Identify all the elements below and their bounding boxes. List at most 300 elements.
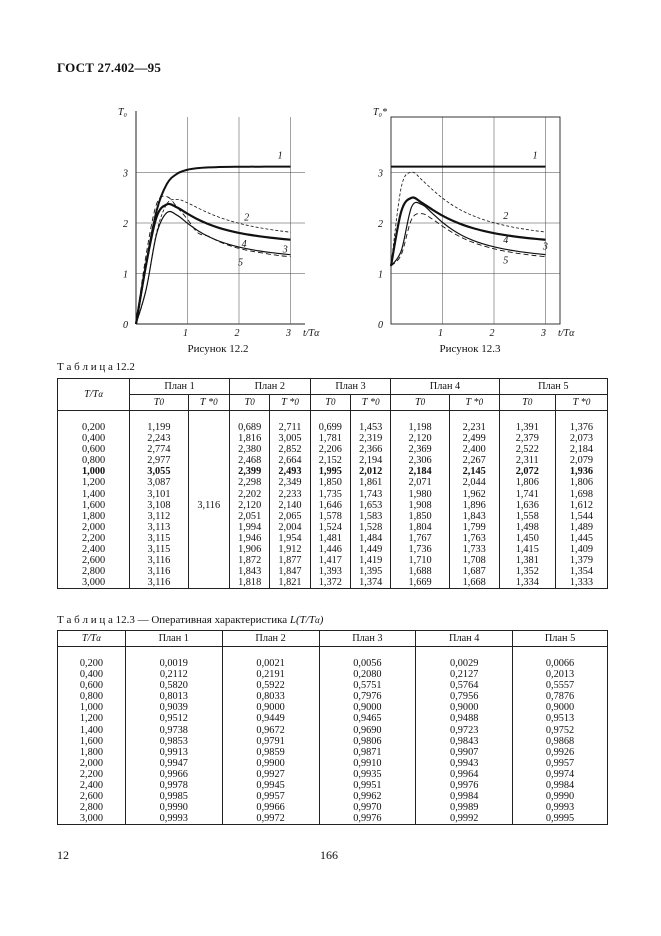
table-cell: 2,140 bbox=[270, 500, 310, 511]
table-cell-plan2: 0,9859 bbox=[222, 747, 319, 758]
table-row bbox=[58, 658, 608, 669]
table-cell: 1,381 bbox=[499, 555, 555, 566]
table-cell: 2,184 bbox=[555, 444, 607, 455]
table-cell: 1,962 bbox=[449, 489, 499, 500]
table-cell-plan2: 0,0021 bbox=[222, 658, 319, 669]
table-cell: 2,044 bbox=[449, 477, 499, 488]
table-cell: 2,073 bbox=[555, 433, 607, 444]
curve-label: 5 bbox=[237, 257, 243, 269]
table-cell-plan3: 0,2080 bbox=[319, 669, 416, 680]
table-cell-plan1: 0,9853 bbox=[125, 736, 222, 747]
table-cell-tt: 1,200 bbox=[58, 713, 126, 724]
table-cell-tt: 2,000 bbox=[58, 522, 130, 533]
figure-12-2 bbox=[100, 95, 330, 345]
table-cell-plan1-T0: 3,116 bbox=[130, 566, 188, 577]
table-cell: 2,522 bbox=[499, 444, 555, 455]
table-cell-plan4: 0,9488 bbox=[416, 713, 513, 724]
table-cell: 1,743 bbox=[351, 489, 391, 500]
table-row bbox=[58, 702, 608, 713]
figure-12-3 bbox=[355, 95, 585, 345]
table-row bbox=[58, 522, 608, 533]
table-cell: 2,145 bbox=[449, 466, 499, 477]
table-cell-plan4: 0,9964 bbox=[416, 769, 513, 780]
table-cell-plan1: 0,5820 bbox=[125, 680, 222, 691]
table-cell-tt: 0,200 bbox=[58, 422, 130, 433]
table-12-3-header-plan5: План 5 bbox=[513, 631, 608, 647]
table-cell-plan1: 0,0019 bbox=[125, 658, 222, 669]
table-cell-plan1-T0: 3,116 bbox=[130, 577, 188, 589]
table-12-2-subheader-T0-plan5: T0 bbox=[499, 395, 555, 411]
table-cell: 2,206 bbox=[310, 444, 350, 455]
table-12-2-subheader-T0-star-plan2: T *0 bbox=[270, 395, 310, 411]
figure-12-3-caption: Рисунок 12.3 bbox=[439, 343, 501, 355]
table-cell-plan1-T0: 3,112 bbox=[130, 511, 188, 522]
curve-label: 5 bbox=[503, 255, 509, 267]
table-cell-tt: 1,000 bbox=[58, 466, 130, 477]
table-cell-plan4: 0,9907 bbox=[416, 747, 513, 758]
table-cell-plan1-T0: 2,977 bbox=[130, 455, 188, 466]
table-cell-plan1: 0,9738 bbox=[125, 725, 222, 736]
table-12-3-title: Т а б л и ц а 12.3 — Оперативная характеристика L(T/Tα) bbox=[57, 614, 324, 626]
table-cell-plan5: 0,2013 bbox=[513, 669, 608, 680]
table-cell-plan1-T0: 2,243 bbox=[130, 433, 188, 444]
table-cell-plan2: 0,9000 bbox=[222, 702, 319, 713]
table-cell: 3,005 bbox=[270, 433, 310, 444]
table-cell-tt: 1,800 bbox=[58, 747, 126, 758]
table-cell-tt: 3,000 bbox=[58, 577, 130, 589]
table-cell: 2,004 bbox=[270, 522, 310, 533]
table-12-2-subheader-T0-star-plan5: T *0 bbox=[555, 395, 607, 411]
x-tick-label: 3 bbox=[541, 328, 546, 339]
table-cell: 1,374 bbox=[351, 577, 391, 589]
table-cell: 2,152 bbox=[310, 455, 350, 466]
table-row bbox=[58, 466, 608, 477]
curve-label: 1 bbox=[532, 150, 538, 162]
table-12-2-title: Т а б л и ц а 12.2 bbox=[57, 361, 135, 373]
x-tick-label: 1 bbox=[183, 328, 188, 339]
table-row bbox=[58, 511, 608, 522]
curve-label: 4 bbox=[241, 239, 247, 251]
table-cell: 1,850 bbox=[391, 511, 449, 522]
table-cell: 1,612 bbox=[555, 500, 607, 511]
table-cell: 1,669 bbox=[391, 577, 449, 589]
table-cell: 1,528 bbox=[351, 522, 391, 533]
x-tick-label: 1 bbox=[438, 328, 443, 339]
table-cell: 1,446 bbox=[310, 544, 350, 555]
table-12-3-header-plan1: План 1 bbox=[125, 631, 222, 647]
table-cell-plan1-T0: 3,113 bbox=[130, 522, 188, 533]
table-cell: 1,912 bbox=[270, 544, 310, 555]
table-12-3 bbox=[57, 630, 608, 825]
table-12-3-header-plan4: План 4 bbox=[416, 631, 513, 647]
y-tick-label: 0 bbox=[123, 320, 128, 331]
table-cell-plan5: 0,9993 bbox=[513, 802, 608, 813]
table-cell-plan1: 0,9966 bbox=[125, 769, 222, 780]
table-12-2-header-plan3: План 3 bbox=[310, 379, 391, 395]
table-cell: 1,449 bbox=[351, 544, 391, 555]
table-cell: 1,843 bbox=[449, 511, 499, 522]
table-row bbox=[58, 433, 608, 444]
table-cell-tt: 2,600 bbox=[58, 555, 130, 566]
x-tick-label: 3 bbox=[286, 328, 291, 339]
table-cell: 1,636 bbox=[499, 500, 555, 511]
table-cell: 1,818 bbox=[229, 577, 269, 589]
table-cell: 1,198 bbox=[391, 422, 449, 433]
table-cell: 1,710 bbox=[391, 555, 449, 566]
table-row bbox=[58, 747, 608, 758]
table-cell: 1,352 bbox=[499, 566, 555, 577]
table-cell-plan1-T0-star: 3,116 bbox=[188, 422, 229, 589]
table-cell: 1,736 bbox=[391, 544, 449, 555]
curve-label: 3 bbox=[282, 244, 288, 256]
table-12-2-header-plan5: План 5 bbox=[499, 379, 607, 395]
table-cell-plan4: 0,9723 bbox=[416, 725, 513, 736]
table-row bbox=[58, 555, 608, 566]
table-cell: 1,688 bbox=[391, 566, 449, 577]
table-12-2-subheader-T0-plan1: T0 bbox=[130, 395, 188, 411]
series-line-2 bbox=[391, 214, 546, 266]
table-cell: 1,544 bbox=[555, 511, 607, 522]
table-cell-plan4: 0,0029 bbox=[416, 658, 513, 669]
curve-label: 1 bbox=[277, 150, 283, 162]
table-cell: 1,376 bbox=[555, 422, 607, 433]
table-cell: 2,051 bbox=[229, 511, 269, 522]
table-cell: 2,202 bbox=[229, 489, 269, 500]
series-line-5 bbox=[391, 202, 546, 266]
table-cell: 2,233 bbox=[270, 489, 310, 500]
table-12-2-subheader-T0-star-plan4: T *0 bbox=[449, 395, 499, 411]
table-cell: 1,354 bbox=[555, 566, 607, 577]
table-cell-plan1: 0,9512 bbox=[125, 713, 222, 724]
table-cell-plan5: 0,9926 bbox=[513, 747, 608, 758]
table-cell-tt: 0,400 bbox=[58, 433, 130, 444]
table-cell-plan4: 0,5764 bbox=[416, 680, 513, 691]
table-12-2-header-plan1: План 1 bbox=[130, 379, 230, 395]
table-row bbox=[58, 566, 608, 577]
table-cell-plan4: 0,9943 bbox=[416, 758, 513, 769]
table-cell: 1,946 bbox=[229, 533, 269, 544]
table-cell: 1,816 bbox=[229, 433, 269, 444]
series-line-3 bbox=[391, 198, 546, 266]
table-row bbox=[58, 500, 608, 511]
table-cell: 1,481 bbox=[310, 533, 350, 544]
table-cell-plan4: 0,9843 bbox=[416, 736, 513, 747]
table-cell: 1,936 bbox=[555, 466, 607, 477]
table-cell-tt: 0,800 bbox=[58, 691, 126, 702]
table-cell-plan1-T0: 3,087 bbox=[130, 477, 188, 488]
table-cell-tt: 2,800 bbox=[58, 802, 126, 813]
table-row bbox=[58, 791, 608, 802]
table-cell-plan2: 0,5922 bbox=[222, 680, 319, 691]
table-cell-plan4: 0,9992 bbox=[416, 813, 513, 825]
table-cell: 1,850 bbox=[310, 477, 350, 488]
table-cell: 1,583 bbox=[351, 511, 391, 522]
table-12-2-subheader-T0-star-plan3: T *0 bbox=[351, 395, 391, 411]
table-cell-plan1-T0: 3,101 bbox=[130, 489, 188, 500]
y-axis-label: T₀* bbox=[373, 107, 388, 118]
table-row bbox=[58, 577, 608, 589]
table-cell-plan5: 0,9957 bbox=[513, 758, 608, 769]
table-cell: 0,699 bbox=[310, 422, 350, 433]
table-cell: 1,954 bbox=[270, 533, 310, 544]
table-cell: 2,399 bbox=[229, 466, 269, 477]
table-12-2-subheader-T0-plan4: T0 bbox=[391, 395, 449, 411]
table-cell-plan1-T0: 3,108 bbox=[130, 500, 188, 511]
table-row bbox=[58, 780, 608, 791]
table-cell-plan5: 0,9000 bbox=[513, 702, 608, 713]
table-cell-plan5: 0,9995 bbox=[513, 813, 608, 825]
table-cell-plan5: 0,9752 bbox=[513, 725, 608, 736]
table-cell: 1,843 bbox=[229, 566, 269, 577]
table-cell-plan1: 0,9978 bbox=[125, 780, 222, 791]
table-cell: 1,417 bbox=[310, 555, 350, 566]
table-cell: 2,499 bbox=[449, 433, 499, 444]
table-cell: 2,306 bbox=[391, 455, 449, 466]
table-row bbox=[58, 691, 608, 702]
table-cell: 2,400 bbox=[449, 444, 499, 455]
table-cell-plan4: 0,9976 bbox=[416, 780, 513, 791]
table-cell-plan3: 0,9000 bbox=[319, 702, 416, 713]
table-cell: 1,391 bbox=[499, 422, 555, 433]
table-12-3-header-tt: T/Tα bbox=[58, 631, 126, 647]
table-cell: 2,349 bbox=[270, 477, 310, 488]
curve-label: 2 bbox=[244, 212, 250, 224]
table-cell-tt: 1,600 bbox=[58, 736, 126, 747]
table-row bbox=[58, 477, 608, 488]
table-row bbox=[58, 455, 608, 466]
table-cell-plan1: 0,9990 bbox=[125, 802, 222, 813]
table-cell-plan4: 0,9989 bbox=[416, 802, 513, 813]
page-number-center: 166 bbox=[320, 848, 338, 862]
table-cell-plan3: 0,9976 bbox=[319, 813, 416, 825]
table-cell-plan3: 0,9806 bbox=[319, 736, 416, 747]
series-line-4 bbox=[136, 199, 291, 324]
y-tick-label: 3 bbox=[378, 168, 383, 180]
figure-12-3-plot bbox=[355, 95, 585, 345]
table-cell-tt: 1,800 bbox=[58, 511, 130, 522]
table-cell-plan2: 0,9957 bbox=[222, 791, 319, 802]
table-row bbox=[58, 422, 608, 433]
table-cell: 1,877 bbox=[270, 555, 310, 566]
table-cell-tt: 0,200 bbox=[58, 658, 126, 669]
table-cell: 1,653 bbox=[351, 500, 391, 511]
table-cell: 1,806 bbox=[499, 477, 555, 488]
table-cell-plan3: 0,9871 bbox=[319, 747, 416, 758]
table-cell-plan1: 0,2112 bbox=[125, 669, 222, 680]
curve-label: 3 bbox=[542, 241, 548, 253]
table-12-2-subheader-T0-star-plan1: T *0 bbox=[188, 395, 229, 411]
table-cell: 2,072 bbox=[499, 466, 555, 477]
table-cell-plan4: 0,9000 bbox=[416, 702, 513, 713]
y-tick-label: 3 bbox=[123, 168, 128, 180]
table-cell-plan3: 0,9970 bbox=[319, 802, 416, 813]
table-cell: 2,267 bbox=[449, 455, 499, 466]
table-cell: 1,450 bbox=[499, 533, 555, 544]
table-cell: 2,366 bbox=[351, 444, 391, 455]
table-cell: 2,311 bbox=[499, 455, 555, 466]
table-cell-plan3: 0,7976 bbox=[319, 691, 416, 702]
x-tick-label: 2 bbox=[489, 328, 495, 339]
table-cell: 2,380 bbox=[229, 444, 269, 455]
table-cell: 1,847 bbox=[270, 566, 310, 577]
table-cell: 1,741 bbox=[499, 489, 555, 500]
table-cell-plan2: 0,9945 bbox=[222, 780, 319, 791]
table-cell-plan1: 0,9985 bbox=[125, 791, 222, 802]
table-cell-plan5: 0,7876 bbox=[513, 691, 608, 702]
table-cell-tt: 3,000 bbox=[58, 813, 126, 825]
table-cell: 1,395 bbox=[351, 566, 391, 577]
table-cell-plan1-T0: 3,115 bbox=[130, 544, 188, 555]
table-cell-plan5: 0,9868 bbox=[513, 736, 608, 747]
table-cell: 2,120 bbox=[391, 433, 449, 444]
y-tick-label: 2 bbox=[378, 219, 383, 230]
table-cell: 1,781 bbox=[310, 433, 350, 444]
table-cell: 1,698 bbox=[555, 489, 607, 500]
table-cell-plan5: 0,9513 bbox=[513, 713, 608, 724]
table-cell-tt: 1,200 bbox=[58, 477, 130, 488]
table-cell: 1,372 bbox=[310, 577, 350, 589]
table-cell: 1,980 bbox=[391, 489, 449, 500]
table-cell: 2,298 bbox=[229, 477, 269, 488]
table-cell: 1,994 bbox=[229, 522, 269, 533]
table-cell-plan3: 0,0056 bbox=[319, 658, 416, 669]
table-cell-plan5: 0,9974 bbox=[513, 769, 608, 780]
table-cell-plan1-T0: 3,115 bbox=[130, 533, 188, 544]
table-cell-plan1: 0,9947 bbox=[125, 758, 222, 769]
table-cell: 1,995 bbox=[310, 466, 350, 477]
table-row bbox=[58, 758, 608, 769]
table-cell-tt: 1,600 bbox=[58, 500, 130, 511]
table-row bbox=[58, 802, 608, 813]
figure-12-2-plot bbox=[100, 95, 330, 345]
table-cell-plan3: 0,9962 bbox=[319, 791, 416, 802]
x-tick-label: 2 bbox=[234, 328, 240, 339]
table-cell: 1,489 bbox=[555, 522, 607, 533]
table-cell: 2,852 bbox=[270, 444, 310, 455]
table-cell-tt: 0,600 bbox=[58, 444, 130, 455]
table-cell: 2,379 bbox=[499, 433, 555, 444]
table-cell-plan3: 0,5751 bbox=[319, 680, 416, 691]
table-cell: 2,071 bbox=[391, 477, 449, 488]
table-cell-tt: 2,000 bbox=[58, 758, 126, 769]
table-row bbox=[58, 769, 608, 780]
table-cell-plan1: 0,9913 bbox=[125, 747, 222, 758]
table-cell-plan1: 0,8013 bbox=[125, 691, 222, 702]
table-cell: 1,708 bbox=[449, 555, 499, 566]
table-cell: 0,689 bbox=[229, 422, 269, 433]
table-cell: 1,821 bbox=[270, 577, 310, 589]
table-cell: 1,558 bbox=[499, 511, 555, 522]
table-cell-plan3: 0,9465 bbox=[319, 713, 416, 724]
table-cell: 2,194 bbox=[351, 455, 391, 466]
table-cell-plan3: 0,9910 bbox=[319, 758, 416, 769]
table-cell-tt: 1,000 bbox=[58, 702, 126, 713]
table-row bbox=[58, 444, 608, 455]
table-cell-plan3: 0,9935 bbox=[319, 769, 416, 780]
table-row bbox=[58, 813, 608, 825]
table-cell: 2,065 bbox=[270, 511, 310, 522]
table-row bbox=[58, 725, 608, 736]
table-cell: 1,763 bbox=[449, 533, 499, 544]
table-cell: 1,908 bbox=[391, 500, 449, 511]
table-cell: 1,498 bbox=[499, 522, 555, 533]
table-12-3-header-plan2: План 2 bbox=[222, 631, 319, 647]
table-row bbox=[58, 544, 608, 555]
table-cell: 1,861 bbox=[351, 477, 391, 488]
table-cell-tt: 2,800 bbox=[58, 566, 130, 577]
table-cell: 1,735 bbox=[310, 489, 350, 500]
table-cell-tt: 0,600 bbox=[58, 680, 126, 691]
table-cell: 1,767 bbox=[391, 533, 449, 544]
table-cell-plan5: 0,0066 bbox=[513, 658, 608, 669]
table-cell: 1,668 bbox=[449, 577, 499, 589]
series-line-5 bbox=[136, 211, 291, 324]
x-axis-label: t/Tα bbox=[303, 328, 320, 339]
table-cell-plan2: 0,9927 bbox=[222, 769, 319, 780]
table-cell-plan1: 0,9039 bbox=[125, 702, 222, 713]
table-cell-plan3: 0,9690 bbox=[319, 725, 416, 736]
table-row bbox=[58, 736, 608, 747]
table-cell: 1,646 bbox=[310, 500, 350, 511]
table-12-2-subheader-T0-plan2: T0 bbox=[229, 395, 269, 411]
table-cell-plan5: 0,5557 bbox=[513, 680, 608, 691]
table-cell-plan2: 0,9791 bbox=[222, 736, 319, 747]
table-cell-plan4: 0,7956 bbox=[416, 691, 513, 702]
table-cell-tt: 2,400 bbox=[58, 544, 130, 555]
table-row bbox=[58, 489, 608, 500]
table-12-2-header-plan4: План 4 bbox=[391, 379, 499, 395]
table-cell-plan2: 0,9449 bbox=[222, 713, 319, 724]
y-tick-label: 1 bbox=[378, 269, 383, 281]
table-cell-tt: 2,400 bbox=[58, 780, 126, 791]
curve-label: 4 bbox=[503, 235, 509, 247]
table-cell-plan2: 0,9672 bbox=[222, 725, 319, 736]
table-cell: 1,419 bbox=[351, 555, 391, 566]
document-header: ГОСТ 27.402—95 bbox=[57, 60, 162, 75]
table-cell-tt: 0,400 bbox=[58, 669, 126, 680]
table-cell: 2,493 bbox=[270, 466, 310, 477]
table-12-3-header-plan3: План 3 bbox=[319, 631, 416, 647]
table-cell-plan4: 0,9984 bbox=[416, 791, 513, 802]
table-cell: 2,079 bbox=[555, 455, 607, 466]
table-cell-plan2: 0,9966 bbox=[222, 802, 319, 813]
table-12-2-header-tt: T/Tα bbox=[58, 379, 130, 411]
table-cell-tt: 1,400 bbox=[58, 489, 130, 500]
table-cell: 1,415 bbox=[499, 544, 555, 555]
table-cell-plan1-T0: 3,116 bbox=[130, 555, 188, 566]
table-row bbox=[58, 680, 608, 691]
table-cell: 1,445 bbox=[555, 533, 607, 544]
table-cell: 1,333 bbox=[555, 577, 607, 589]
table-cell-plan2: 0,9972 bbox=[222, 813, 319, 825]
table-12-2 bbox=[57, 378, 608, 589]
table-cell: 1,804 bbox=[391, 522, 449, 533]
table-cell-tt: 2,600 bbox=[58, 791, 126, 802]
table-cell-plan3: 0,9951 bbox=[319, 780, 416, 791]
table-cell: 2,120 bbox=[229, 500, 269, 511]
table-cell-plan1: 0,9993 bbox=[125, 813, 222, 825]
table-cell: 1,578 bbox=[310, 511, 350, 522]
table-cell: 2,319 bbox=[351, 433, 391, 444]
table-cell-plan2: 0,2191 bbox=[222, 669, 319, 680]
table-cell-plan2: 0,9900 bbox=[222, 758, 319, 769]
table-cell: 1,393 bbox=[310, 566, 350, 577]
series-line-1 bbox=[136, 167, 291, 324]
table-cell-plan1-T0: 1,199 bbox=[130, 422, 188, 433]
table-cell: 2,664 bbox=[270, 455, 310, 466]
table-cell-plan2: 0,8033 bbox=[222, 691, 319, 702]
table-cell: 1,872 bbox=[229, 555, 269, 566]
